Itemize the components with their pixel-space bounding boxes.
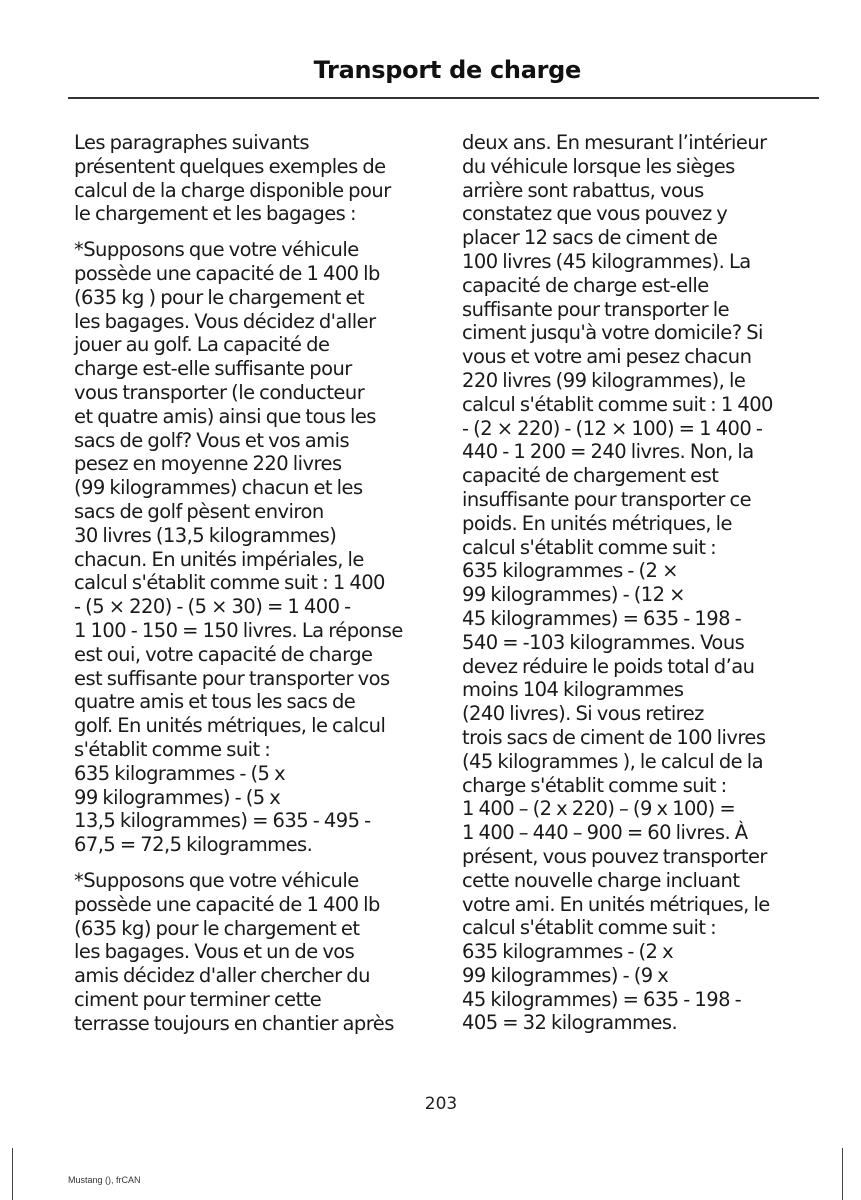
text-line: calcul de la charge disponible pour bbox=[74, 178, 391, 202]
text-line: calcul s'établit comme suit : 1 400 bbox=[462, 392, 773, 416]
text-line: 99 kilogrammes) - (9 x bbox=[462, 963, 669, 987]
text-line: trois sacs de ciment de 100 livres bbox=[462, 725, 766, 749]
text-line: ciment jusqu'à votre domicile? Si bbox=[462, 321, 763, 345]
text-line: cette nouvelle charge incluant bbox=[462, 868, 740, 892]
text-line: 440 - 1 200 = 240 livres. Non, la bbox=[462, 440, 754, 464]
text-line: 30 livres (13,5 kilogrammes) bbox=[74, 523, 337, 547]
text-line: insuffisante pour transporter ce bbox=[462, 487, 752, 511]
text-line: du véhicule lorsque les sièges bbox=[462, 154, 735, 178]
paragraph bbox=[74, 131, 430, 226]
text-line: (635 kg) pour le chargement et bbox=[74, 916, 360, 940]
text-line: possède une capacité de 1 400 lb bbox=[74, 892, 380, 916]
text-line: charge est-elle suffisante pour bbox=[74, 357, 352, 381]
text-line: est oui, votre capacité de charge bbox=[74, 642, 373, 666]
text-line: 67,5 = 72,5 kilogrammes. bbox=[74, 833, 313, 857]
text-line: calcul s'établit comme suit : 1 400 bbox=[74, 571, 385, 595]
text-line: capacité de chargement est bbox=[462, 464, 719, 488]
text-line: capacité de charge est-elle bbox=[462, 273, 709, 297]
text-line: arrière sont rabattus, vous bbox=[462, 178, 704, 202]
text-line: constatez que vous pouvez y bbox=[462, 202, 728, 226]
crop-mark-left bbox=[12, 1148, 13, 1200]
text-line: vous transporter (le conducteur bbox=[74, 380, 365, 404]
text-line: 99 kilogrammes) - (5 x bbox=[74, 785, 281, 809]
text-line: amis décidez d'aller chercher du bbox=[74, 964, 370, 988]
text-line: moins 104 kilogrammes bbox=[462, 678, 684, 702]
text-line: poids. En unités métriques, le bbox=[462, 511, 732, 535]
crop-mark-right bbox=[842, 1148, 843, 1200]
text-line: - (5 × 220) - (5 × 30) = 1 400 - bbox=[74, 595, 351, 619]
text-line: présentent quelques exemples de bbox=[74, 154, 386, 178]
paragraph bbox=[74, 238, 430, 857]
text-line: 13,5 kilogrammes) = 635 - 495 - bbox=[74, 809, 371, 833]
text-line: (99 kilogrammes) chacun et les bbox=[74, 476, 363, 500]
text-line: 635 kilogrammes - (2 x bbox=[462, 940, 674, 964]
text-line: ciment pour terminer cette bbox=[74, 987, 322, 1011]
text-line: 99 kilogrammes) - (12 × bbox=[462, 583, 685, 607]
text-line: *Supposons que votre véhicule bbox=[74, 868, 359, 892]
text-line: est suffisante pour transporter vos bbox=[74, 666, 390, 690]
document-label: Mustang (), frCAN bbox=[68, 1175, 141, 1185]
text-line: devez réduire le poids total d’au bbox=[462, 654, 755, 678]
text-line: (240 livres). Si vous retirez bbox=[462, 702, 704, 726]
page-number: 203 bbox=[424, 1094, 458, 1114]
text-line: sacs de golf? Vous et vos amis bbox=[74, 428, 350, 452]
text-line: - (2 × 220) - (12 × 100) = 1 400 - bbox=[462, 416, 763, 440]
text-line: suffisante pour transporter le bbox=[462, 297, 730, 321]
text-line: les bagages. Vous décidez d'aller bbox=[74, 309, 376, 333]
paragraph bbox=[74, 869, 430, 1036]
text-line: (45 kilogrammes ), le calcul de la bbox=[462, 749, 764, 773]
text-line: votre ami. En unités métriques, le bbox=[462, 892, 770, 916]
text-line: terrasse toujours en chantier après bbox=[74, 1011, 394, 1035]
text-line: vous et votre ami pesez chacun bbox=[462, 345, 752, 369]
text-line: le chargement et les bagages : bbox=[74, 202, 356, 226]
text-line: calcul s'établit comme suit : bbox=[462, 535, 717, 559]
text-line: (635 kg ) pour le chargement et bbox=[74, 285, 365, 309]
text-line: placer 12 sacs de ciment de bbox=[462, 226, 718, 250]
left-text-column bbox=[74, 131, 430, 1047]
text-line: charge s'établit comme suit : bbox=[462, 773, 727, 797]
text-line: 635 kilogrammes - (5 x bbox=[74, 761, 286, 785]
page-title: Transport de charge bbox=[313, 56, 581, 84]
text-line: calcul s'établit comme suit : bbox=[462, 916, 717, 940]
text-line: 405 = 32 kilogrammes. bbox=[462, 1011, 678, 1035]
text-line: 1 400 – (2 x 220) – (9 x 100) = bbox=[462, 797, 736, 821]
text-line: présent, vous pouvez transporter bbox=[462, 844, 767, 868]
text-line: *Supposons que votre véhicule bbox=[74, 238, 359, 262]
text-line: chacun. En unités impériales, le bbox=[74, 547, 364, 571]
paragraph bbox=[462, 131, 818, 1035]
text-line: 45 kilogrammes) = 635 - 198 - bbox=[462, 987, 742, 1011]
text-line: 635 kilogrammes - (2 × bbox=[462, 559, 678, 583]
text-line: s'établit comme suit : bbox=[74, 737, 271, 761]
text-line: 220 livres (99 kilogrammes), le bbox=[462, 368, 746, 392]
text-line: pesez en moyenne 220 livres bbox=[74, 452, 342, 476]
right-text-column bbox=[462, 131, 818, 1047]
text-line: 1 100 - 150 = 150 livres. La réponse bbox=[74, 618, 403, 642]
text-line: deux ans. En mesurant l’intérieur bbox=[462, 131, 767, 154]
text-line: jouer au golf. La capacité de bbox=[74, 333, 330, 357]
text-line: possède une capacité de 1 400 lb bbox=[74, 261, 380, 285]
text-line: golf. En unités métriques, le calcul bbox=[74, 714, 386, 738]
text-line: sacs de golf pèsent environ bbox=[74, 499, 324, 523]
text-line: les bagages. Vous et un de vos bbox=[74, 940, 355, 964]
text-line: et quatre amis) ainsi que tous les bbox=[74, 404, 376, 428]
text-line: Les paragraphes suivants bbox=[74, 131, 309, 154]
text-line: 1 400 – 440 – 900 = 60 livres. À bbox=[462, 821, 748, 845]
text-line: 45 kilogrammes) = 635 - 198 - bbox=[462, 606, 742, 630]
text-line: quatre amis et tous les sacs de bbox=[74, 690, 356, 714]
text-line: 540 = -103 kilogrammes. Vous bbox=[462, 630, 745, 654]
text-line: 100 livres (45 kilogrammes). La bbox=[462, 249, 751, 273]
header-divider bbox=[68, 97, 819, 99]
